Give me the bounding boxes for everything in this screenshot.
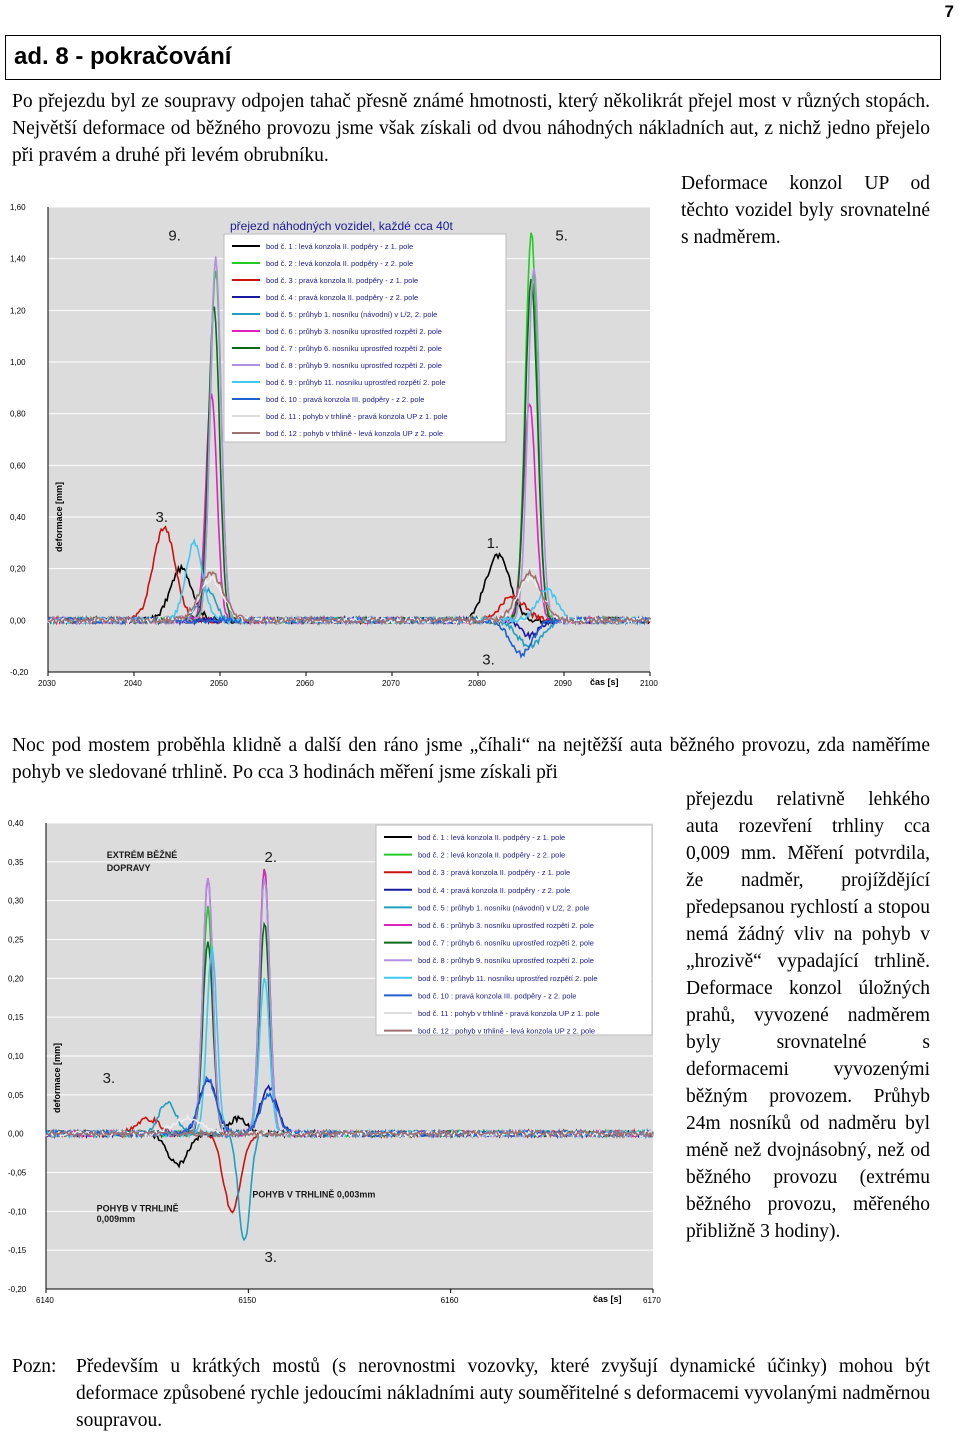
chart-random-vehicles xyxy=(12,192,662,692)
x-tick-label: 2070 xyxy=(382,679,400,688)
paragraph-2: Noc pod mostem proběhla klidně a další den ráno jsme „číhali“ na nejtěžší auta běžného provozu, zda naměříme pohyb ve sledované trhlině. Po cca 3 hodinách měření jsme získali při xyxy=(12,735,930,783)
legend-label: bod č. 5 : průhyb 1. nosníku (návodní) v L/2, 2. pole xyxy=(266,310,438,319)
annotation: 3. xyxy=(482,651,495,669)
legend-label: bod č. 12 : pohyb v trhlině - levá konzola UP z 2. pole xyxy=(266,429,444,438)
y-tick-label: 0,40 xyxy=(8,819,24,828)
paragraph-2b: přejezdu relativně lehkého auta rozevření trhliny cca 0,009 mm. Měření potvrdila, že nadměr, projíždějící předepsanou rychlostí a stopou nemá žádný vliv na pohyb v „hrozivě“ vypadající trhlině. Deformace konzol úložných prahů, vyvozené nadměrem byly srovnatelné s deformacemi vyvozenými běžným provozem. Průhyb 24m nosníků od nadměru byl méně než dvojnásobný, než od běžného provozu (extrému běžného provozu, měřeného přibližně 3 hodiny). xyxy=(686,789,930,1242)
page-number: 7 xyxy=(944,2,954,21)
legend-label: bod č. 8 : průhyb 9. nosníku uprostřed rozpětí 2. pole xyxy=(418,956,594,966)
note xyxy=(12,1353,930,1434)
y-tick-label: -0,10 xyxy=(8,1207,27,1217)
annotation: DOPRAVY xyxy=(106,863,151,874)
y-tick-label: 0,15 xyxy=(8,1013,24,1023)
annotation: 1. xyxy=(486,535,500,552)
legend-label: bod č. 11 : pohyb v trhlině - pravá konzola UP z 1. pole xyxy=(266,412,448,421)
legend-label: bod č. 3 : pravá konzola II. podpěry - z 1. pole xyxy=(266,276,419,285)
y-tick-label: -0,15 xyxy=(8,1246,27,1256)
legend-label: bod č. 6 : průhyb 3. nosníku uprostřed rozpětí 2. pole xyxy=(266,327,442,336)
legend-label: bod č. 4 : pravá konzola II. podpěry - z 2. pole xyxy=(266,293,419,302)
annotation: 3. xyxy=(264,1248,278,1266)
x-tick-label: 6160 xyxy=(440,1296,459,1305)
x-tick-label: 2060 xyxy=(296,679,314,688)
y-tick-label: 0,80 xyxy=(10,409,26,419)
x-tick-label: 2100 xyxy=(640,679,658,688)
y-tick-label: 1,00 xyxy=(10,358,26,367)
annotation: EXTRÉM BĚŽNÉ xyxy=(106,849,178,860)
legend-label: bod č. 9 : průhyb 11. nosníku uprostřed rozpětí 2. pole xyxy=(266,378,446,387)
y-axis-label: deformace [mm] xyxy=(52,1042,62,1113)
x-tick-label: 2030 xyxy=(38,679,56,688)
legend-label: bod č. 3 : pravá konzola II. podpěry - z 1. pole xyxy=(418,868,571,878)
y-tick-label: 0,30 xyxy=(8,896,24,906)
legend-label: bod č. 4 : pravá konzola II. podpěry - z 2. pole xyxy=(418,885,571,895)
legend-label: bod č. 8 : průhyb 9. nosníku uprostřed rozpětí 2. pole xyxy=(266,361,442,370)
paragraph-1b: Deformace konzol UP od těchto vozidel byly srovnatelné s nadměrem. xyxy=(681,173,930,248)
y-tick-label: 0,60 xyxy=(10,461,26,471)
y-axis-label: deformace [mm] xyxy=(54,481,64,552)
legend-label: bod č. 11 : pohyb v trhlině - pravá konzola UP z 1. pole xyxy=(418,1009,600,1018)
y-tick-label: 0,00 xyxy=(8,1129,24,1139)
x-tick-label: 6140 xyxy=(36,1296,54,1305)
x-tick-label: 2040 xyxy=(124,679,142,688)
legend-label: bod č. 10 : pravá konzola III. podpěry - z 2. pole xyxy=(418,991,577,1001)
x-tick-label: 2050 xyxy=(210,679,228,688)
legend-label: bod č. 1 : levá konzola II. podpěry - z 1. pole xyxy=(418,833,566,842)
legend-label: bod č. 1 : levá konzola II. podpěry - z 1. pole xyxy=(266,242,414,251)
y-tick-label: 1,20 xyxy=(10,306,26,316)
note-text: Především u krátkých mostů (s nerovnostmi vozovky, které zvyšují dynamické účinky) mohou být deformace způsobené rychle jedoucími nákladními auty souměřitelné s deformacemi vyvolanými nadměrnou soupravou. xyxy=(76,1356,930,1431)
annotation: 3. xyxy=(102,1070,116,1088)
annotation: 5. xyxy=(555,227,568,245)
legend-label: bod č. 7 : průhyb 6. nosníku uprostřed rozpětí 2. pole xyxy=(418,938,594,948)
y-tick-label: 0,00 xyxy=(10,616,26,626)
legend-label: bod č. 2 : levá konzola II. podpěry - z 2. pole xyxy=(266,259,414,268)
y-tick-label: 0,10 xyxy=(8,1052,24,1061)
note-label: Pozn: xyxy=(12,1356,57,1377)
x-tick-label: 6150 xyxy=(238,1296,257,1305)
paragraph-1: Po přejezdu byl ze soupravy odpojen tahač přesně známé hmotnosti, který několikrát přejel most v různých stopách. Největší deformace od běžného provozu jsme však získali od dvou náhodných nákladních aut, z nichž jedno přejelo při pravém a druhé při levém obrubníku. xyxy=(12,91,930,166)
annotation: POHYB V TRHLINĚ xyxy=(96,1203,179,1214)
annotation: POHYB V TRHLINĚ 0,003mm xyxy=(252,1189,376,1200)
annotation: 0,009mm xyxy=(96,1214,136,1225)
x-axis-label: čas [s] xyxy=(593,1294,622,1304)
y-tick-label: 0,20 xyxy=(10,564,26,574)
legend-label: bod č. 10 : pravá konzola III. podpěry - z 2. pole xyxy=(266,395,425,404)
y-tick-label: -0,05 xyxy=(8,1168,27,1178)
y-tick-label: 0,05 xyxy=(8,1090,24,1100)
annotation: 3. xyxy=(155,509,169,527)
y-tick-label: -0,20 xyxy=(10,668,29,677)
legend-label: bod č. 9 : průhyb 11. nosníku uprostřed rozpětí 2. pole xyxy=(418,973,598,983)
legend-label: bod č. 12 : pohyb v trhlině - levá konzola UP z 2. pole xyxy=(418,1026,596,1036)
y-tick-label: 1,60 xyxy=(10,203,26,212)
section-heading: ad. 8 - pokračování xyxy=(5,35,941,80)
y-tick-label: 1,40 xyxy=(10,254,26,264)
annotation: 2. xyxy=(264,848,278,866)
legend-label: bod č. 5 : průhyb 1. nosníku (návodní) v L/2, 2. pole xyxy=(418,903,590,913)
legend-label: bod č. 6 : průhyb 3. nosníku uprostřed rozpětí 2. pole xyxy=(418,921,594,930)
y-tick-label: 0,35 xyxy=(8,857,24,867)
legend-label: bod č. 2 : levá konzola II. podpěry - z 2. pole xyxy=(418,850,566,860)
y-tick-label: 0,40 xyxy=(10,513,26,522)
y-tick-label: 0,25 xyxy=(8,935,24,945)
x-axis-label: čas [s] xyxy=(590,677,619,687)
x-tick-label: 6170 xyxy=(643,1296,661,1305)
legend-label: bod č. 7 : průhyb 6. nosníku uprostřed rozpětí 2. pole xyxy=(266,344,442,353)
x-tick-label: 2080 xyxy=(468,679,486,688)
chart-title: přejezd náhodných vozidel, každé cca 40t xyxy=(230,219,453,233)
chart-extreme-traffic xyxy=(10,813,670,1313)
y-tick-label: -0,20 xyxy=(8,1285,27,1294)
annotation: 9. xyxy=(168,227,181,245)
y-tick-label: 0,20 xyxy=(8,974,24,984)
x-tick-label: 2090 xyxy=(554,679,572,688)
